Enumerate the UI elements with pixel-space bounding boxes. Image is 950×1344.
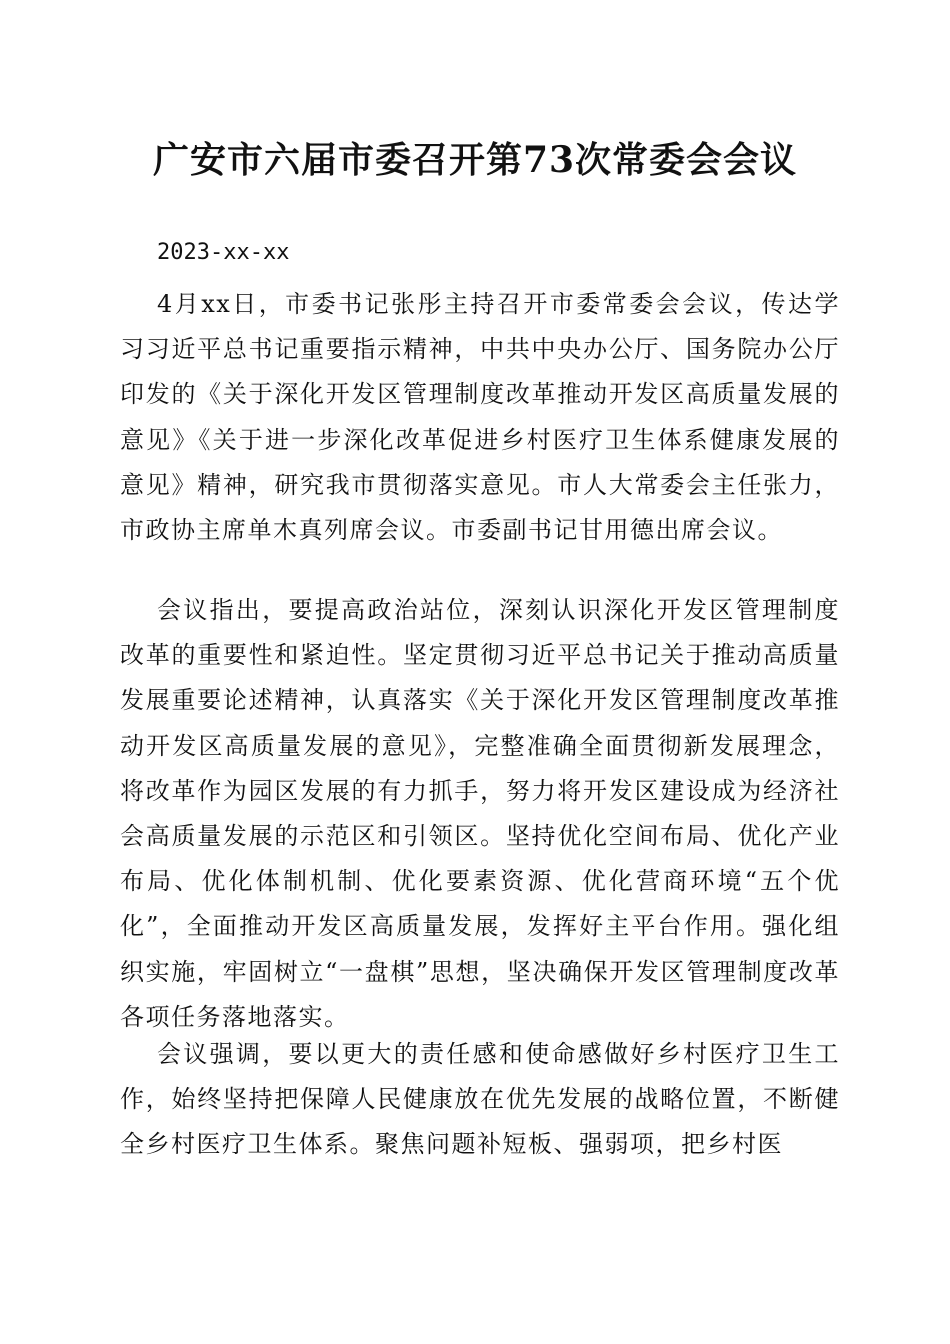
page-title: 广安市六届市委召开第73次常委会会议: [152, 139, 798, 181]
publish-date: 2023-xx-xx: [157, 240, 290, 265]
paragraph-development-zone: 会议指出，要提高政治站位，深刻认识深化开发区管理制度改革的重要性和紧迫性。坚定贯彻习近平总书记关于推动高质量发展重要论述精神，认真落实《关于深化开发区管理制度改革推动开发区高质量发展的意见》，完整准确全面贯彻新发展理念，将改革作为园区发展的有力抓手，努力将开发区建设成为经济社会高质量发展的示范区和引领区。坚持优化空间布局、优化产业布局、优化体制机制、优化要素资源、优化营商环境“五个优化”，全面推动开发区高质量发展，发挥好主平台作用。强化组织实施，牢固树立“一盘棋”思想，坚决确保开发区管理制度改革各项任务落地落实。: [120, 596, 840, 1031]
paragraph-rural-healthcare: 会议强调，要以更大的责任感和使命感做好乡村医疗卫生工作，始终坚持把保障人民健康放在优先发展的战略位置，不断健全乡村医疗卫生体系。聚焦问题补短板、强弱项，把乡村医: [120, 1040, 840, 1159]
paragraph-meeting-intro: 4月xx日，市委书记张彤主持召开市委常委会会议，传达学习习近平总书记重要指示精神，中共中央办公厅、国务院办公厅印发的《关于深化开发区管理制度改革推动开发区高质量发展的意见》《关于进一步深化改革促进乡村医疗卫生体系健康发展的意见》精神，研究我市贯彻落实意见。市人大常委会主任张力，市政协主席单木真列席会议。市委副书记甘用德出席会议。: [120, 290, 840, 545]
